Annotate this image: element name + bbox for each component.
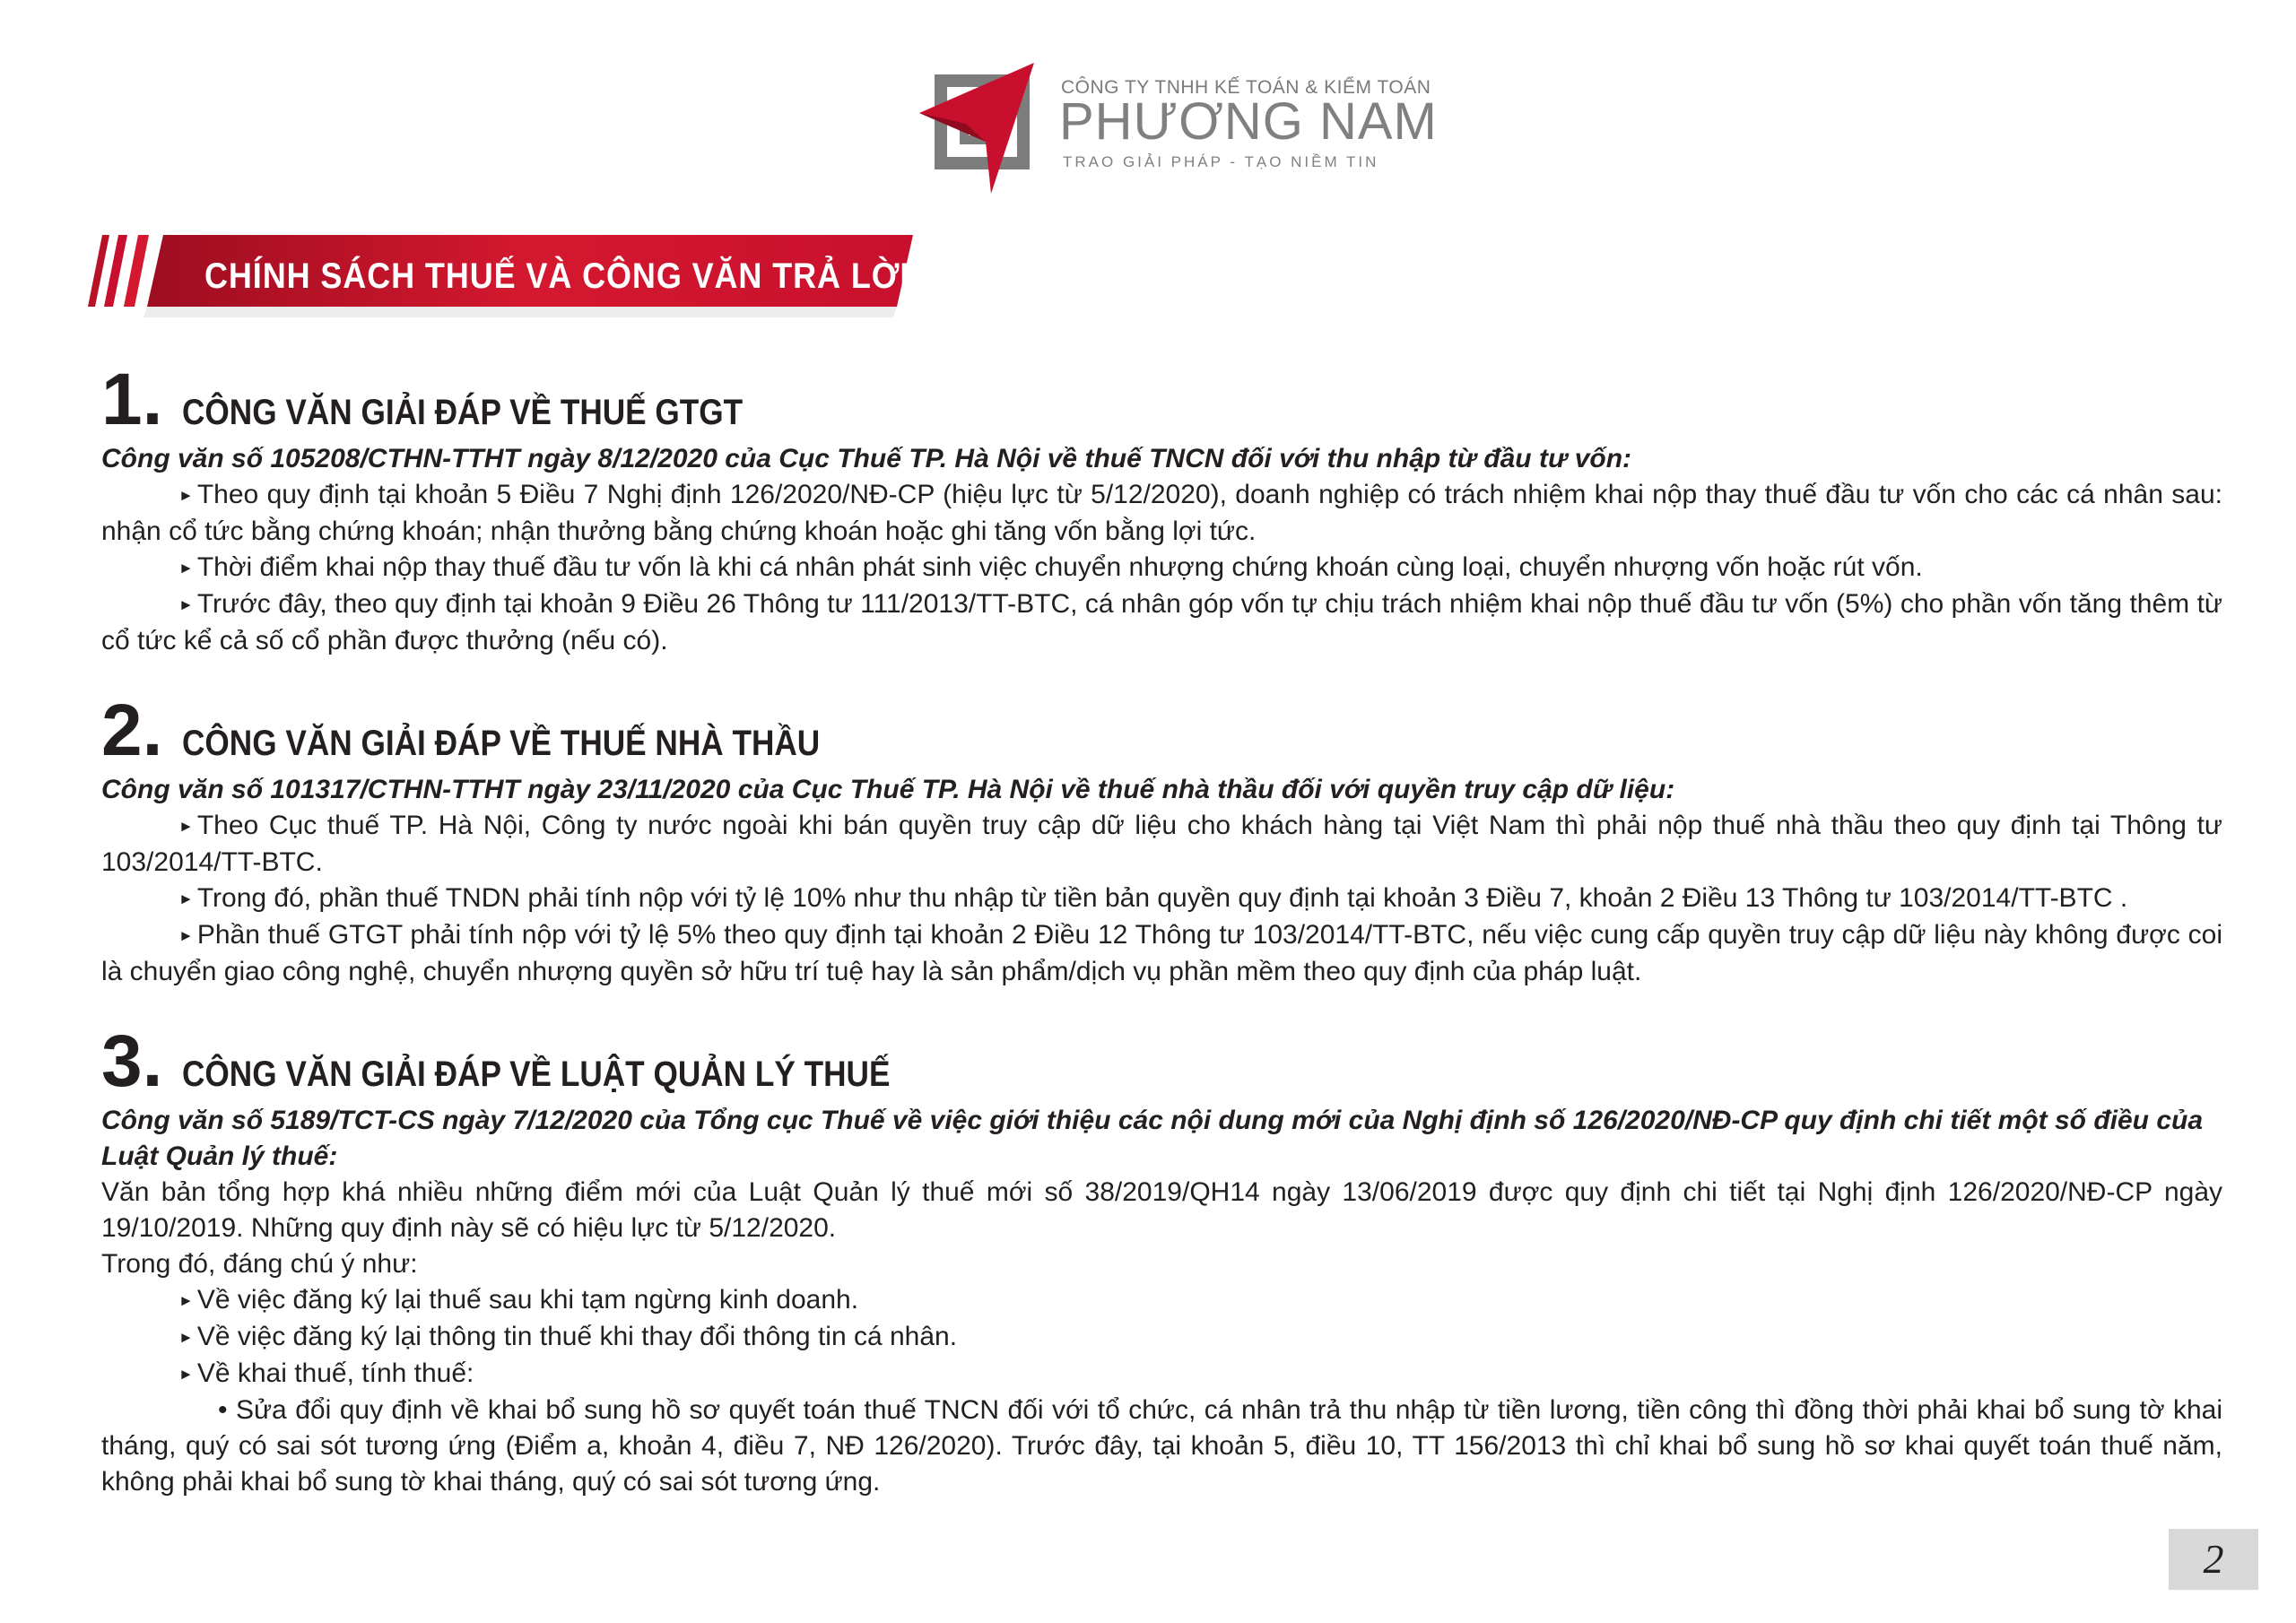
triangle-bullet-icon: ►	[178, 1292, 194, 1309]
banner-title: CHÍNH SÁCH THUẾ VÀ CÔNG VĂN TRẢ LỜI	[204, 256, 910, 296]
section-title: CÔNG VĂN GIẢI ĐÁP VỀ THUẾ NHÀ THẦU	[182, 724, 821, 763]
dot-bullet-icon: •	[218, 1395, 236, 1425]
triangle-bullet-icon: ►	[178, 1366, 194, 1383]
section-1	[101, 359, 2222, 659]
phuong-nam-logo-icon	[919, 61, 1072, 195]
triangle-bullet-icon: ►	[178, 818, 194, 835]
section-banner	[81, 231, 924, 321]
triangle-bullet-icon: ►	[178, 890, 194, 907]
bullet-item: ► Về khai thuế, tính thuế:	[178, 1358, 474, 1388]
section-title: CÔNG VĂN GIẢI ĐÁP VỀ THUẾ GTGT	[182, 393, 744, 432]
brand-slogan: TRAO GIẢI PHÁP - TẠO NIỀM TIN	[1063, 153, 1379, 170]
section-heading	[101, 359, 2222, 441]
sub-bullet-item: • Sửa đổi quy định về khai bổ sung hồ sơ quyết toán thuế TNCN đối với tổ chức, cá nhân trả thu nhập từ tiền lương, tiền công thì đồng thời phải khai bổ sung tờ khai tháng, quý có sai sót tương ứng (Điểm a, khoản 4, điều 7, NĐ 126/2020). Trước đây, tại khoản 5, điều 10, TT 156/2013 thì chỉ khai bổ sung hồ sơ khai quyết toán thuế năm, không phải khai bổ sung tờ khai tháng, quý có sai sót tương ứng.	[101, 1395, 2222, 1497]
section-heading	[101, 1020, 2222, 1103]
triangle-bullet-icon: ►	[178, 927, 194, 944]
bullet-item: ► Trước đây, theo quy định tại khoản 9 Điều 26 Thông tư 111/2013/TT-BTC, cá nhân góp vốn tự chịu trách nhiệm khai nộp thuế đầu tư vốn (5%) cho phần vốn tăng thêm từ cổ tức kể cả số cổ phần được thưởng (nếu có).	[101, 589, 2222, 655]
bullet-item: ► Trong đó, phần thuế TNDN phải tính nộp với tỷ lệ 10% như thu nhập từ tiền bản quyền quy định tại khoản 3 Điều 7, khoản 2 Điều 13 Thông tư 103/2014/TT-BTC .	[178, 883, 2128, 913]
bullet-item: ► Thời điểm khai nộp thay thuế đầu tư vốn là khi cá nhân phát sinh việc chuyển nhượng chứng khoán cùng loại, chuyển nhượng vốn hoặc rút vốn.	[178, 552, 1923, 582]
section-number: 2.	[101, 690, 163, 771]
section-3	[101, 1020, 2222, 1500]
company-logo	[919, 61, 1438, 195]
page-number: 2	[2169, 1529, 2258, 1590]
intro-paragraph-2: Trong đó, đáng chú ý như:	[101, 1249, 418, 1279]
section-number: 3.	[101, 1020, 163, 1102]
triangle-bullet-icon: ►	[178, 487, 194, 504]
bullet-item: ► Về việc đăng ký lại thuế sau khi tạm ngừng kinh doanh.	[178, 1285, 859, 1315]
section-title: CÔNG VĂN GIẢI ĐÁP VỀ LUẬT QUẢN LÝ THUẾ	[182, 1055, 891, 1094]
intro-paragraph: Văn bản tổng hợp khá nhiều những điểm mới của Luật Quản lý thuế mới số 38/2019/QH14 ngày 13/06/2019 được quy định chi tiết tại Nghị định 126/2020/NĐ-CP ngày 19/10/2019. Những quy định này sẽ có hiệu lực từ 5/12/2020.	[101, 1177, 2222, 1243]
section-heading	[101, 690, 2222, 772]
company-line: CÔNG TY TNHH KẾ TOÁN & KIỂM TOÁN	[1061, 77, 1431, 98]
main-content	[101, 359, 2222, 1500]
bullet-item: ► Theo Cục thuế TP. Hà Nội, Công ty nước ngoài khi bán quyền truy cập dữ liệu cho khách hàng tại Việt Nam thì phải nộp thuế nhà thầu theo quy định tại Thông tư 103/2014/TT-BTC.	[101, 811, 2222, 877]
document-reference: Công văn số 101317/CTHN-TTHT ngày 23/11/2020 của Cục Thuế TP. Hà Nội về thuế nhà thầu đối với quyền truy cập dữ liệu:	[101, 775, 1675, 804]
triangle-bullet-icon: ►	[178, 1329, 194, 1346]
bullet-item: ► Theo quy định tại khoản 5 Điều 7 Nghị định 126/2020/NĐ-CP (hiệu lực từ 5/12/2020), doanh nghiệp có trách nhiệm khai nộp thay thuế đầu tư vốn cho các cá nhân sau: nhận cổ tức bằng chứng khoán; nhận thưởng bằng chứng khoán hoặc ghi tăng vốn bằng lợi tức.	[101, 480, 2222, 546]
bullet-item: ► Về việc đăng ký lại thông tin thuế khi thay đổi thông tin cá nhân.	[178, 1322, 958, 1351]
document-reference: Công văn số 105208/CTHN-TTHT ngày 8/12/2020 của Cục Thuế TP. Hà Nội về thuế TNCN đối với thu nhập từ đầu tư vốn:	[101, 444, 1632, 473]
triangle-bullet-icon: ►	[178, 596, 194, 613]
triangle-bullet-icon: ►	[178, 560, 194, 577]
section-number: 1.	[101, 359, 163, 440]
document-reference: Công văn số 5189/TCT-CS ngày 7/12/2020 của Tổng cục Thuế về việc giới thiệu các nội dung mới của Nghị định số 126/2020/NĐ-CP quy định chi tiết một số điều của Luật Quản lý thuế:	[101, 1106, 2204, 1171]
brand-name: PHƯƠNG NAM	[1059, 92, 1438, 151]
section-2	[101, 690, 2222, 990]
bullet-item: ► Phần thuế GTGT phải tính nộp với tỷ lệ 5% theo quy định tại khoản 2 Điều 12 Thông tư 103/2014/TT-BTC, nếu việc cung cấp quyền truy cập dữ liệu này không được coi là chuyển giao công nghệ, chuyển nhượng quyền sở hữu trí tuệ hay là sản phẩm/dịch vụ phần mềm theo quy định của pháp luật.	[101, 920, 2222, 986]
